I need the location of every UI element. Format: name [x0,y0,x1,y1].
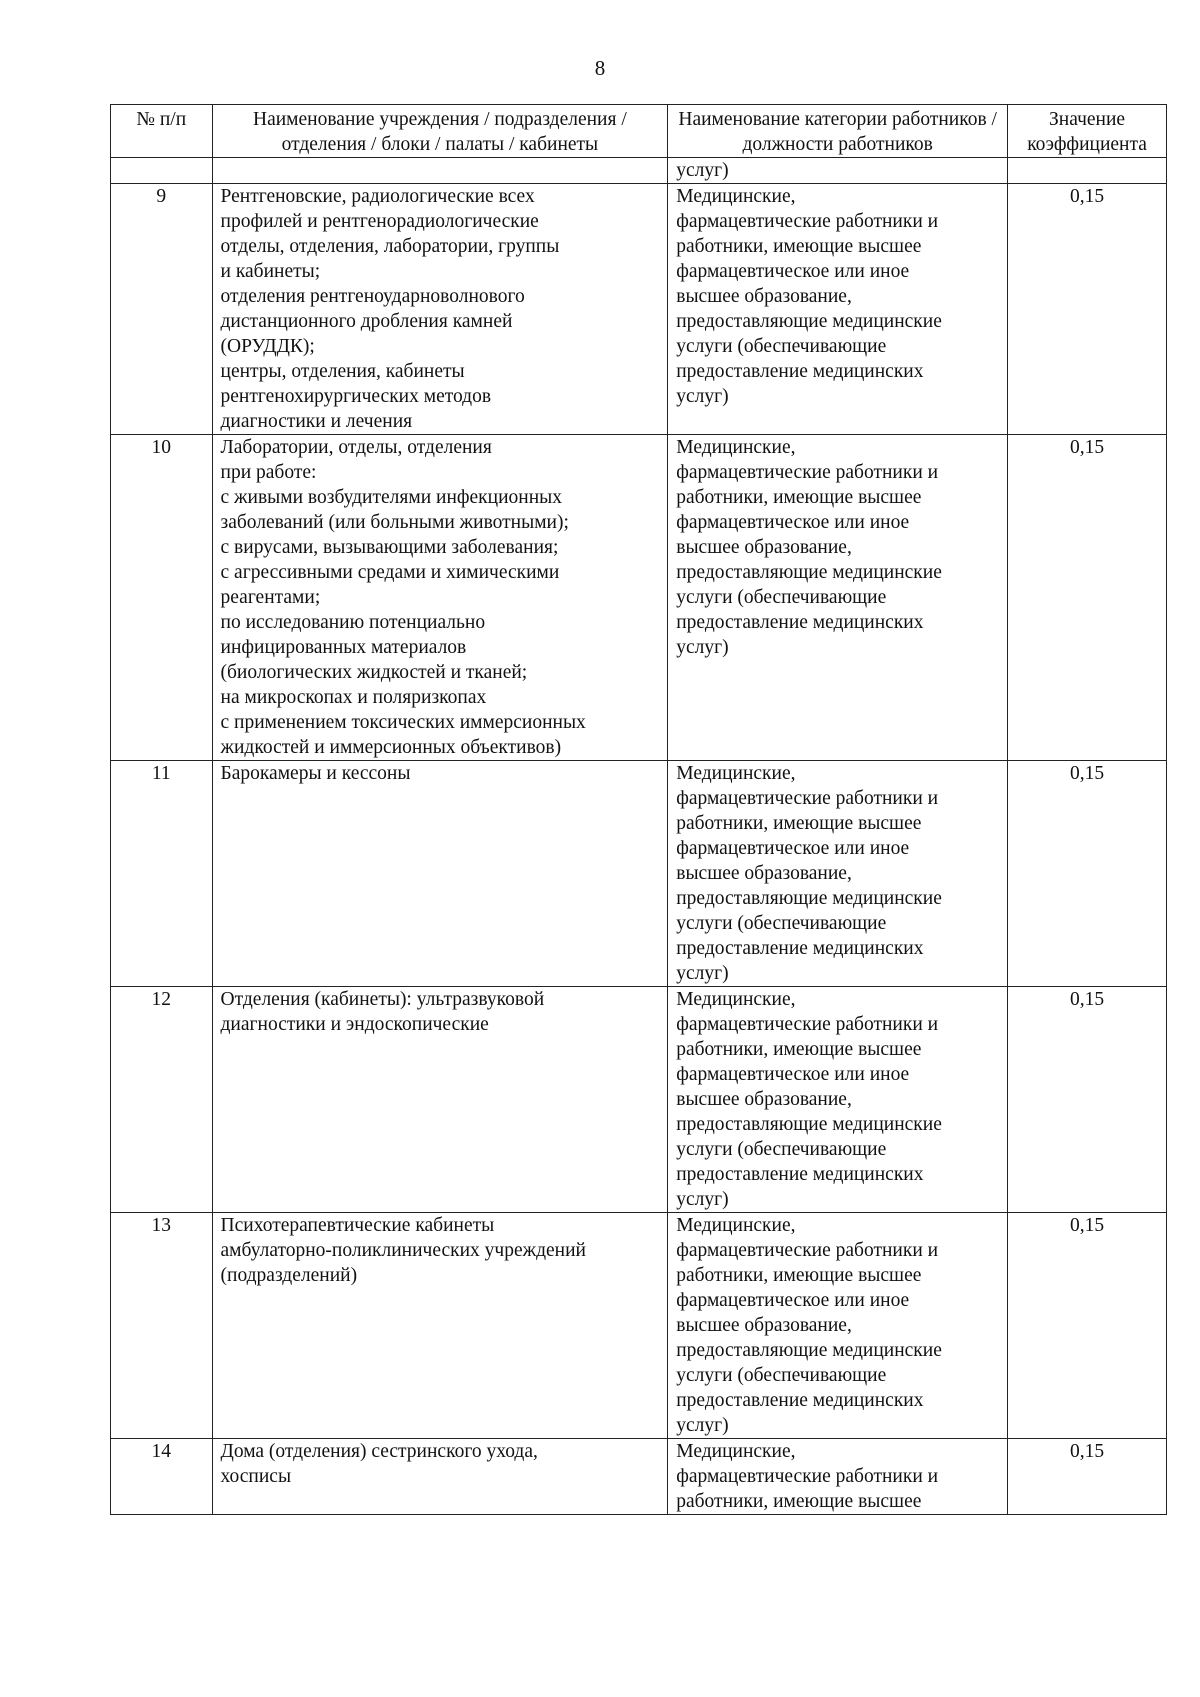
continuation-coefficient [1008,158,1167,184]
continuation-num [111,158,213,184]
row-number: 10 [111,435,213,761]
category-cell: Медицинские, фармацевтические работники и работники, имеющие высшее фармацевтическое или иное высшее образование, предоставляющие медицинские услуги (обеспечивающие предоставление медицинских услуг) [668,761,1008,987]
row-number: 14 [111,1439,213,1515]
coefficient-cell: 0,15 [1008,1213,1167,1439]
table-row-continuation [111,158,1167,184]
table-row [111,1439,1167,1515]
table-row [111,987,1167,1213]
row-number: 12 [111,987,213,1213]
header-num: № п/п [111,105,213,158]
header-category: Наименование категории работников / должности работников [668,105,1008,158]
coefficient-cell: 0,15 [1008,987,1167,1213]
continuation-category: услуг) [668,158,1008,184]
institution-cell: Рентгеновские, радиологические всех профилей и рентгенорадиологические отделы, отделения, лаборатории, группы и кабинеты; отделения рентгеноударноволнового дистанционного дробления камней (ОРУДДК); центры, отделения, кабинеты рентгенохирургических методов диагностики и лечения [212,184,668,435]
table-row [111,435,1167,761]
institution-cell: Психотерапевтические кабинеты амбулаторно-поликлинических учреждений (подразделений) [212,1213,668,1439]
category-cell: Медицинские, фармацевтические работники и работники, имеющие высшее [668,1439,1008,1515]
header-institution: Наименование учреждения / подразделения / отделения / блоки / палаты / кабинеты [212,105,668,158]
header-coefficient: Значение коэффициента [1008,105,1167,158]
coefficient-cell: 0,15 [1008,435,1167,761]
continuation-institution [212,158,668,184]
row-number: 13 [111,1213,213,1439]
institution-cell: Барокамеры и кессоны [212,761,668,987]
category-cell: Медицинские, фармацевтические работники и работники, имеющие высшее фармацевтическое или иное высшее образование, предоставляющие медицинские услуги (обеспечивающие предоставление медицинских услуг) [668,987,1008,1213]
row-number: 9 [111,184,213,435]
row-number: 11 [111,761,213,987]
table-header-row [111,105,1167,158]
coefficient-cell: 0,15 [1008,184,1167,435]
coefficient-cell: 0,15 [1008,761,1167,987]
institution-cell: Отделения (кабинеты): ультразвуковой диагностики и эндоскопические [212,987,668,1213]
table-row [111,184,1167,435]
table-row [111,761,1167,987]
table-row [111,1213,1167,1439]
institution-cell: Лаборатории, отделы, отделения при работе: с живыми возбудителями инфекционных заболеваний (или больными животными); с вирусами, вызывающими заболевания; с агрессивными средами и химическими реагентами; по исследованию потенциально инфицированных материалов (биологических жидкостей и тканей; на микроскопах и поляризкопах с применением токсических иммерсионных жидкостей и иммерсионных объективов) [212,435,668,761]
page-number: 8 [594,56,606,80]
coefficient-table [110,104,1167,1515]
category-cell: Медицинские, фармацевтические работники и работники, имеющие высшее фармацевтическое или иное высшее образование, предоставляющие медицинские услуги (обеспечивающие предоставление медицинских услуг) [668,1213,1008,1439]
institution-cell: Дома (отделения) сестринского ухода, хосписы [212,1439,668,1515]
coefficient-cell: 0,15 [1008,1439,1167,1515]
category-cell: Медицинские, фармацевтические работники и работники, имеющие высшее фармацевтическое или иное высшее образование, предоставляющие медицинские услуги (обеспечивающие предоставление медицинских услуг) [668,435,1008,761]
category-cell: Медицинские, фармацевтические работники и работники, имеющие высшее фармацевтическое или иное высшее образование, предоставляющие медицинские услуги (обеспечивающие предоставление медицинских услуг) [668,184,1008,435]
